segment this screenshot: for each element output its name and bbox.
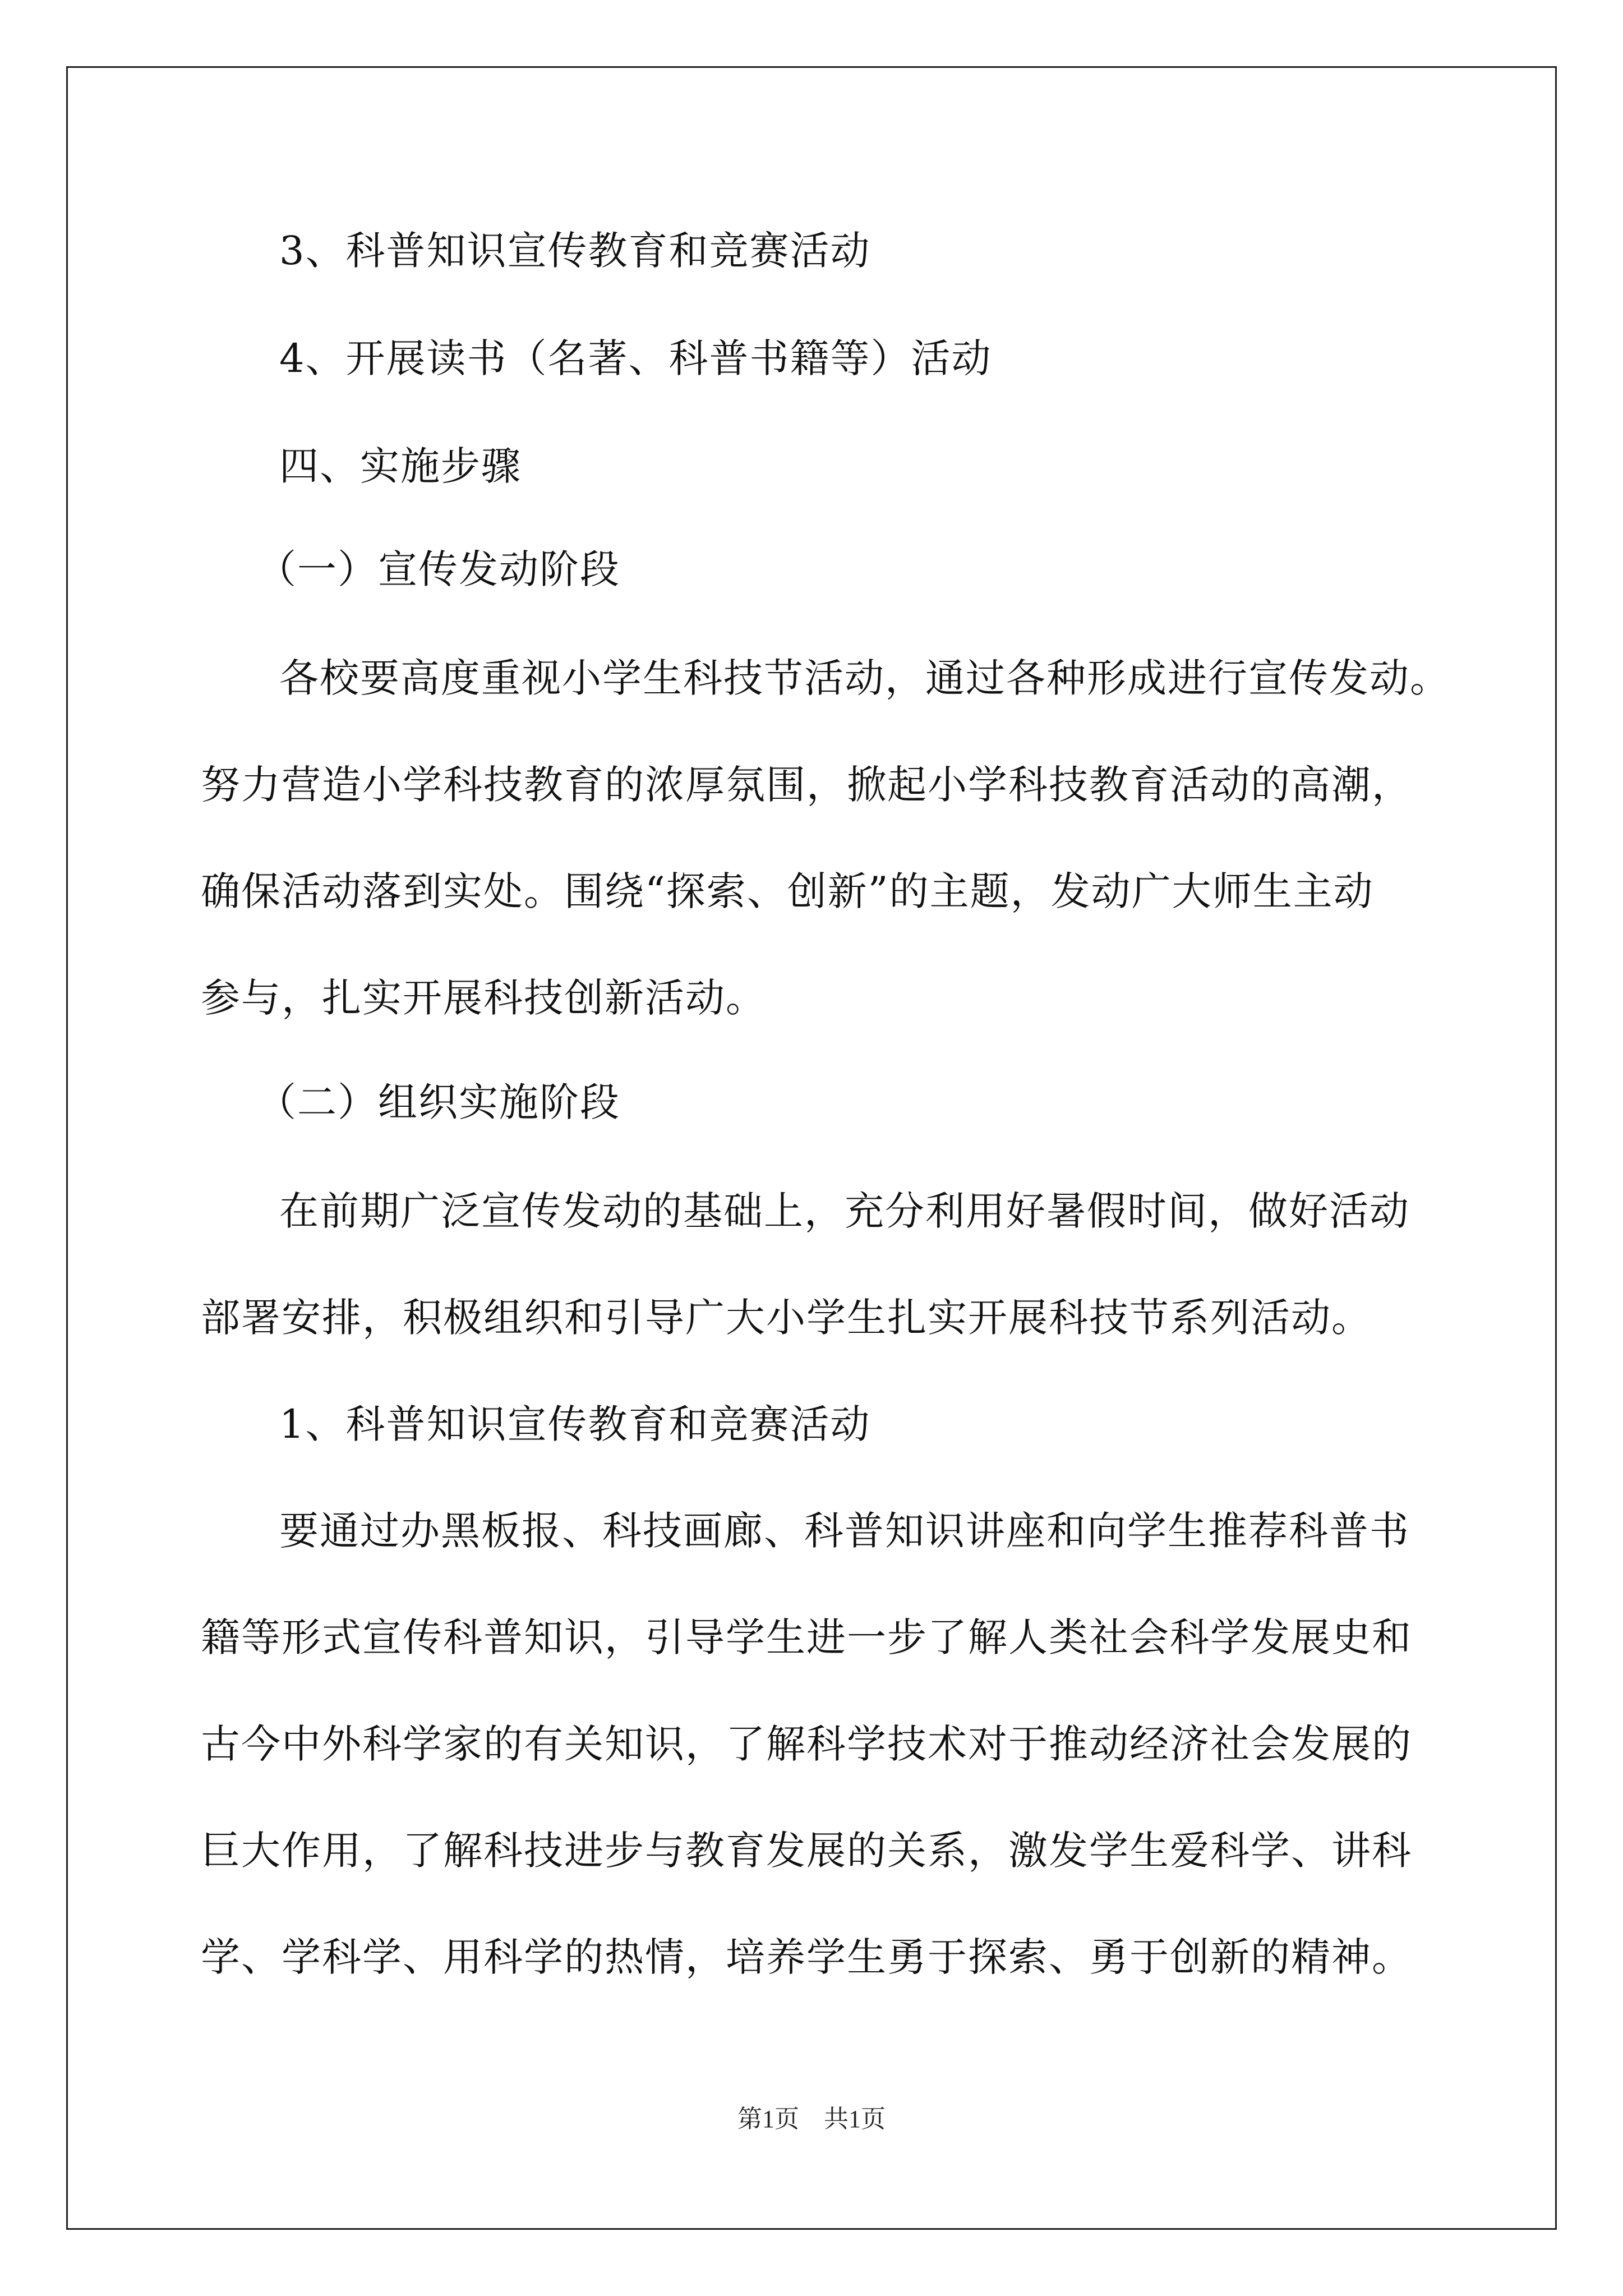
paragraph-3-line-4: 巨大作用，了解科技进步与教育发展的关系，激发学生爱科学、讲科 <box>201 1828 1412 1874</box>
paragraph-2-line-2: 部署安排，积极组织和引导广大小学生扎实开展科技节系列活动。 <box>201 1295 1372 1341</box>
subsection-heading-2: （二）组织实施阶段 <box>257 1079 620 1125</box>
page-number: 第1页 共1页 <box>737 2105 886 2133</box>
subsection-heading-1: （一）宣传发动阶段 <box>257 546 620 592</box>
paragraph-3-line-1: 要通过办黑板报、科技画廊、科普知识讲座和向学生推荐科普书 <box>279 1508 1410 1554</box>
paragraph-1-line-4: 参与，扎实开展科技创新活动。 <box>201 975 766 1021</box>
list-item-4: 4、开展读书（名著、科普书籍等）活动 <box>279 335 992 381</box>
paragraph-3-line-3: 古今中外科学家的有关知识，了解科学技术对于推动经济社会发展的 <box>201 1721 1412 1767</box>
list-item-1: 1、科普知识宣传教育和竞赛活动 <box>279 1401 871 1447</box>
paragraph-1-line-1: 各校要高度重视小学生科技节活动，通过各种形成进行宣传发动。 <box>279 655 1450 701</box>
page-border <box>66 66 1557 2230</box>
paragraph-3-line-5: 学、学科学、用科学的热情，培养学生勇于探索、勇于创新的精神。 <box>201 1934 1412 1980</box>
paragraph-3-line-2: 籍等形式宣传科普知识，引导学生进一步了解人类社会科学发展史和 <box>201 1614 1412 1660</box>
paragraph-2-line-1: 在前期广泛宣传发动的基础上，充分利用好暑假时间，做好活动 <box>279 1188 1410 1234</box>
list-item-3: 3、科普知识宣传教育和竞赛活动 <box>279 228 871 274</box>
paragraph-1-line-3: 确保活动落到实处。围绕“探索、创新”的主题，发动广大师生主动 <box>201 868 1374 914</box>
paragraph-1-line-2: 努力营造小学科技教育的浓厚氛围，掀起小学科技教育活动的高潮， <box>201 762 1412 808</box>
section-heading-4: 四、实施步骤 <box>279 443 522 489</box>
